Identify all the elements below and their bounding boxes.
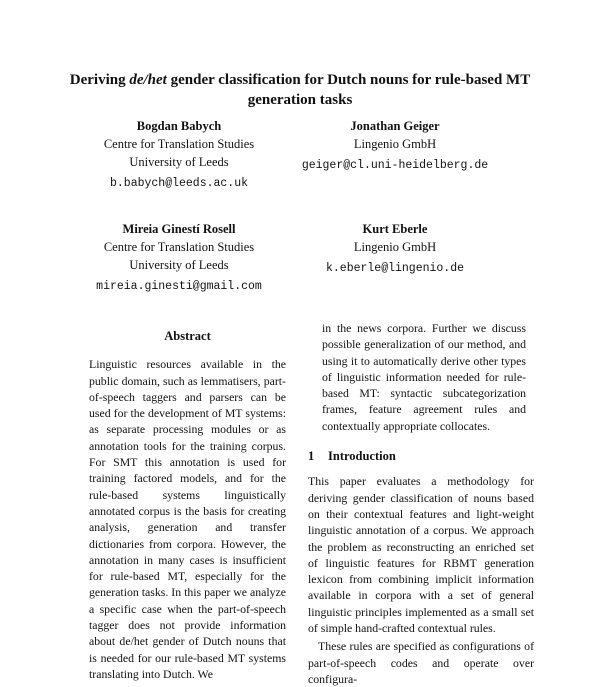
- abstract-body: [89, 356, 286, 682]
- author-block-babych: [59, 117, 299, 193]
- abstract-text-left: Linguistic resources available in the public domain, such as lemmatisers, part-of-speech taggers and parsers can be used for the development of MT systems: as separate processing modules or as annotation tools for the training corpus. For SMT this annotation is used for training factored models, and for the rule-based systems linguistically annotated corpus is the basis for creating analysis, generation and transfer dictionaries from corpora. However, the annotation in many cases is insufficient for rule-based MT, especially for the generation tasks. In this paper we analyze a specific case when the part-of-speech tagger does not provide information about de/het gender of Dutch nouns that is needed for our rule-based MT systems translating into Dutch. We: [89, 357, 286, 681]
- abstract-continuation: [308, 320, 534, 434]
- author-affiliation: Lingenio GmbH: [353, 137, 437, 151]
- author-block-eberle: [275, 220, 515, 278]
- author-name: Bogdan Babych: [136, 119, 222, 133]
- abstract-heading: Abstract: [164, 329, 211, 343]
- section-number: 1: [308, 449, 315, 464]
- author-name: Mireia Ginestí Rosell: [122, 222, 236, 236]
- title-text-end: gender classification for Dutch nouns for rule-based MT generation tasks: [166, 72, 531, 108]
- author-block-geiger: [275, 117, 515, 175]
- intro-paragraph-2: These rules are specified as configurations of part-of-speech codes and operate over configura-: [308, 639, 534, 686]
- author-email[interactable]: mireia.ginesti@gmail.com: [96, 280, 262, 293]
- title-text-start: Deriving: [69, 72, 130, 88]
- section-title: Introduction: [328, 449, 396, 464]
- left-column: [89, 328, 286, 682]
- author-name: Kurt Eberle: [362, 222, 428, 236]
- author-location: University of Leeds: [129, 155, 229, 169]
- right-column: [308, 320, 534, 687]
- author-location: University of Leeds: [129, 258, 229, 272]
- author-email[interactable]: b.babych@leeds.ac.uk: [109, 177, 249, 190]
- author-name: Jonathan Geiger: [350, 119, 440, 133]
- title-text-italic: de/het: [129, 72, 167, 88]
- author-block-ginesti-rosell: [59, 220, 299, 296]
- paper-title: [40, 70, 560, 110]
- abstract-text-right: in the news corpora. Further we discuss possible generalization of our method, and using it to automatically derive other types of linguistic information needed for rule-based MT: syntactic subcategorization frames, feature agreement rules and contextually appropriate collocates.: [322, 321, 526, 433]
- author-email[interactable]: geiger@cl.uni-heidelberg.de: [301, 159, 489, 172]
- author-email[interactable]: k.eberle@lingenio.de: [325, 262, 465, 275]
- author-affiliation: Centre for Translation Studies: [103, 137, 255, 151]
- intro-paragraph-1: This paper evaluates a methodology for deriving gender classification of nouns based on their contextual features and light-weight linguistic annotation of a corpus. We approach the problem as reconstructing an enriched set of linguistic features for RBMT generation lexicon from combining implicit information available in corpora with a set of general linguistic principles implemented as a small set of simple hand-crafted contextual rules.: [308, 474, 534, 636]
- section-heading: [308, 448, 534, 464]
- author-affiliation: Centre for Translation Studies: [103, 240, 255, 254]
- author-affiliation: Lingenio GmbH: [353, 240, 437, 254]
